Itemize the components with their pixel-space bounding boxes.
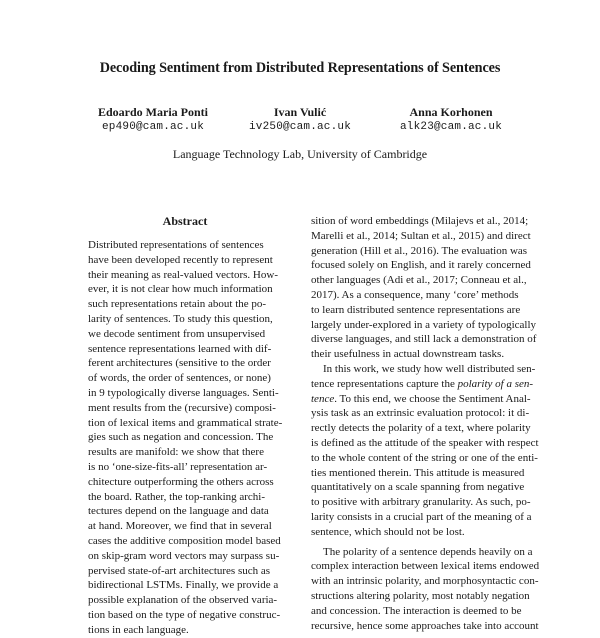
body-paragraph (311, 362, 539, 540)
text-line: to learn distributed sentence representations are (311, 303, 521, 316)
text-line: ties mentioned therein. This attitude is measured (311, 466, 525, 479)
text-line: Distributed representations of sentences (88, 239, 264, 251)
body-right-column (311, 214, 540, 633)
text-line: gies such as negation and concession. The (88, 431, 274, 444)
text-line: tions in each language. (88, 623, 189, 636)
text-line: tion based on the type of negative construc- (88, 608, 281, 621)
text-line: tectures depend on the language and data (88, 505, 269, 518)
text-line: the board. Rather, the top-ranking archi- (88, 490, 266, 503)
text-line: larity of sentences. To study this question, (88, 312, 273, 325)
paragraph-continuation (311, 406, 539, 539)
text-line: bidirectional LSTMs. Finally, we provide a (88, 579, 279, 592)
text-line: of words, the order of sentences, or none) (88, 372, 271, 385)
text-line: diverse languages, and still lack a demonstration of (311, 333, 537, 346)
text-line (311, 377, 533, 392)
author-email: iv250@cam.ac.uk (248, 121, 352, 133)
emphasis-text: tence (311, 392, 335, 405)
text-line: with an intrinsic polarity, and morphosyntactic con- (311, 575, 539, 588)
text-line: structions altering polarity, most notably negation (311, 589, 530, 602)
text-line: cases the additive composition model based (88, 534, 281, 547)
text-line: at hand. Moreover, we find that in several (88, 520, 272, 533)
text-span: tence representations capture the (311, 377, 458, 390)
text-line: ment results from the (recursive) composi- (88, 401, 276, 414)
text-line: pervised state-of-art architectures such as (88, 564, 271, 577)
text-line: In this work, we study how well distributed sen- (323, 362, 536, 375)
text-line: tion of lexical items and grammatical strate- (88, 416, 283, 429)
text-line: possible explanation of the observed varia- (88, 594, 278, 607)
emphasis-text: polarity of a sen- (457, 377, 534, 390)
text-line: results are manifold: we show that there (88, 446, 264, 459)
text-line: complex interaction between lexical items endowed (311, 560, 540, 573)
text-line: their meaning as real-valued vectors. How- (88, 268, 278, 281)
abstract-body (88, 238, 283, 638)
paper-title: Decoding Sentiment from Distributed Representations of Sentences (99, 60, 501, 76)
text-line: have been developed recently to represent (88, 253, 273, 266)
text-span: . To this end, we choose the Sentiment Anal- (334, 392, 531, 405)
text-line: is no ‘one-size-fits-all’ representation ar- (88, 460, 268, 473)
body-paragraph (311, 545, 540, 634)
author-block (366, 104, 536, 134)
text-line: their usefulness in actual downstream tasks. (311, 348, 505, 361)
text-line: we decode sentiment from unsupervised (88, 327, 266, 340)
text-line: chitecture outperforming the others across (88, 475, 274, 488)
text-line (311, 392, 533, 407)
text-line: largely under-explored in a variety of typologically (311, 318, 537, 331)
author-block (215, 104, 385, 134)
author-email: alk23@cam.ac.uk (399, 121, 503, 133)
abstract-heading: Abstract (162, 214, 208, 228)
text-line: quantitatively on a scale spanning from negative (311, 481, 525, 494)
text-line: such representations retain about the po- (88, 298, 267, 311)
text-line: is defined as the attitude of the speaker with respect (311, 436, 539, 449)
text-line: on skip-gram word vectors may surpass su- (88, 549, 280, 562)
text-line: ever, it is not clear how much information (88, 283, 273, 296)
text-line: Marelli et al., 2014; Sultan et al., 2015) and direct (311, 229, 531, 242)
text-line: sition of word embeddings (Milajevs et al., 2014; (311, 215, 529, 227)
text-line: recursive, hence some approaches take into account (311, 619, 539, 632)
author-block (68, 104, 238, 134)
author-email: ep490@cam.ac.uk (101, 121, 205, 133)
text-line: sentence, which should not be lost. (311, 525, 465, 538)
text-line: and concession. The interaction is deemed to be (311, 604, 522, 617)
author-name: Edoardo Maria Ponti (98, 105, 208, 119)
text-line: ysis task as an extrinsic evaluation protocol: it di- (311, 407, 530, 420)
author-name: Anna Korhonen (409, 105, 493, 119)
text-line: in 9 typologically diverse languages. Senti- (88, 386, 279, 399)
text-line: to the whole content of the string or one of the enti- (311, 451, 538, 464)
author-name: Ivan Vulić (273, 105, 327, 119)
text-line: sentence representations learned with dif- (88, 342, 272, 355)
text-line: larity consists in a crucial part of the meaning of a (311, 510, 532, 523)
text-line: focused solely on English, and it rarely concerned (311, 259, 531, 272)
text-line: 2017). As a consequence, many ‘core’ methods (311, 288, 519, 301)
text-line: rectly detects the polarity of a text, where polarity (311, 422, 531, 435)
body-paragraph (311, 214, 537, 362)
text-line: ferent architectures (sensitive to the order (88, 357, 271, 370)
affiliation: Language Technology Lab, University of Cambridge (172, 147, 428, 161)
text-line: generation (Hill et al., 2016). The evaluation was (311, 244, 528, 257)
text-line: The polarity of a sentence depends heavily on a (323, 545, 533, 558)
text-line: to positive with arbitrary granularity. As such, po- (311, 496, 531, 509)
text-line: other languages (Adi et al., 2017; Conneau et al., (311, 274, 527, 287)
